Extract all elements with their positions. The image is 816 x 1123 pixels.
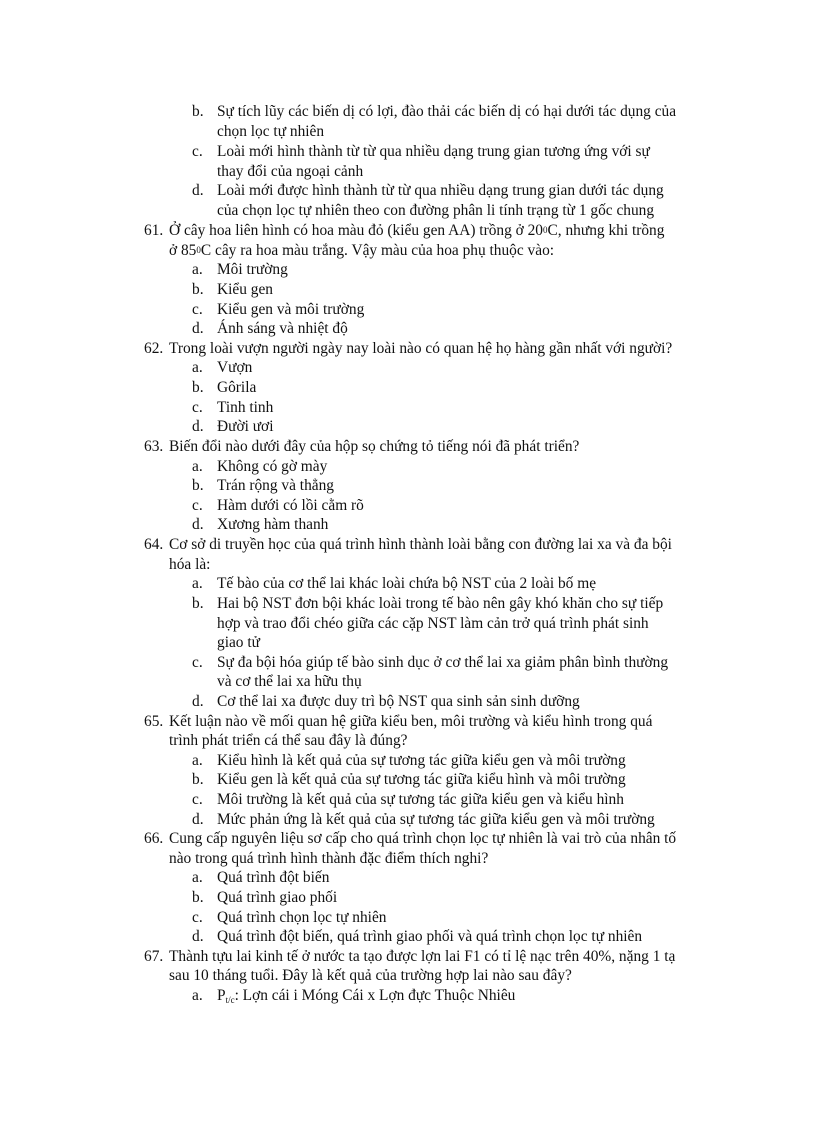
option-label: a. <box>192 359 203 376</box>
question-text: Cung cấp nguyên liệu sơ cấp cho quá trình chọn lọc tự nhiên là vai trò của nhân tố <box>169 830 677 847</box>
option-text: Ánh sáng và nhiệt độ <box>217 320 348 337</box>
option-label: c. <box>192 497 203 514</box>
option-label: d. <box>192 693 204 710</box>
option-label: b. <box>192 771 204 788</box>
option-text: Hai bộ NST đơn bội khác loài trong tế bào nên gây khó khăn cho sự tiếp <box>217 595 664 612</box>
option-label: d. <box>192 320 204 337</box>
option-text: $P_{t/c}$: Lợn cái i Móng Cái x Lợn đực Thuộc Nhiêu <box>217 987 516 1005</box>
option-text: Hàm dưới có lồi cằm rõ <box>217 497 364 514</box>
option-text: Loài mới hình thành từ từ qua nhiều dạng trung gian tương ứng với sự <box>217 143 650 160</box>
option-label: a. <box>192 575 203 592</box>
question-text: nào trong quá trình hình thành đặc điểm thích nghi? <box>169 850 489 867</box>
option-label: b. <box>192 595 204 612</box>
option-label: c. <box>192 143 203 160</box>
question-text: Kết luận nào về mối quan hệ giữa kiểu ben, môi trường và kiểu hình trong quá <box>169 713 653 730</box>
option-text: Cơ thể lai xa được duy trì bộ NST qua sinh sản sinh dưỡng <box>217 693 580 710</box>
option-text: Mức phản ứng là kết quả của sự tương tác giữa kiểu gen và môi trường <box>217 811 655 828</box>
question-number: 65. <box>144 713 164 730</box>
option-text: Xương hàm thanh <box>217 516 329 533</box>
option-text: Vượn <box>217 359 253 376</box>
option-text: Trán rộng và thẳng <box>217 477 334 494</box>
option-text: thay đổi của ngoại cảnh <box>217 163 364 180</box>
option-text: Quá trình chọn lọc tự nhiên <box>217 909 387 926</box>
option-text: Sự đa bội hóa giúp tế bào sinh dục ở cơ thể lai xa giảm phân bình thường <box>217 654 669 671</box>
option-text: Môi trường <box>217 261 288 278</box>
option-text: Loài mới được hình thành từ từ qua nhiều dạng trung gian dưới tác dụng <box>217 182 664 199</box>
option-label: c. <box>192 791 203 808</box>
option-text: và cơ thể lai xa hữu thụ <box>217 673 362 690</box>
option-text: Kiểu hình là kết quả của sự tương tác giữa kiểu gen và môi trường <box>217 752 626 769</box>
option-text: Môi trường là kết quả của sự tương tác giữa kiểu gen và kiểu hình <box>217 791 624 808</box>
question-number: 64. <box>144 536 164 553</box>
question-number: 67. <box>144 948 164 965</box>
option-label: c. <box>192 654 203 671</box>
option-label: d. <box>192 811 204 828</box>
question-number: 62. <box>144 340 164 357</box>
option-label: d. <box>192 516 204 533</box>
question-number: 61. <box>144 222 164 239</box>
option-label: a. <box>192 458 203 475</box>
question-text: hóa là: <box>169 556 211 573</box>
option-text: Quá trình đột biến, quá trình giao phối và quá trình chọn lọc tự nhiên <box>217 928 643 945</box>
option-text: Quá trình giao phối <box>217 889 338 906</box>
question-text: Ở cây hoa liên hình có hoa màu đỏ (kiểu gen AA) trồng ở $20^0C$, nhưng khi trồng <box>169 222 665 239</box>
question-number: 66. <box>144 830 164 847</box>
question-text: trình phát triển cá thể sau đây là đúng? <box>169 732 408 749</box>
option-label: c. <box>192 399 203 416</box>
question-number: 63. <box>144 438 164 455</box>
question-text: Thành tựu lai kinh tế ở nước ta tạo được lợn lai F1 có tỉ lệ nạc trên 40%, nặng 1 tạ <box>169 948 676 965</box>
option-label: b. <box>192 281 204 298</box>
option-label: a. <box>192 869 203 886</box>
question-text: sau 10 tháng tuổi. Đây là kết quả của trường hợp lai nào sau đây? <box>169 967 572 984</box>
option-label: b. <box>192 103 204 120</box>
option-label: c. <box>192 301 203 318</box>
option-text: hợp và trao đổi chéo giữa các cặp NST làm cản trở quá trình phát sinh <box>217 615 649 632</box>
option-text: Kiểu gen và môi trường <box>217 301 365 318</box>
option-text: Không có gờ mày <box>217 458 328 475</box>
option-label: a. <box>192 987 203 1004</box>
option-text: chọn lọc tự nhiên <box>217 123 325 140</box>
option-label: c. <box>192 909 203 926</box>
option-text: Kiểu gen <box>217 281 273 298</box>
option-label: a. <box>192 752 203 769</box>
option-text: Kiểu gen là kết quả của sự tương tác giữa kiểu hình và môi trường <box>217 771 626 788</box>
option-text: giao tử <box>217 634 260 651</box>
option-text: Tinh tinh <box>217 399 274 416</box>
option-label: b. <box>192 379 204 396</box>
option-text: Quá trình đột biến <box>217 869 330 886</box>
option-label: a. <box>192 261 203 278</box>
option-label: b. <box>192 477 204 494</box>
option-label: d. <box>192 928 204 945</box>
option-text: Đười ươi <box>217 418 274 435</box>
option-text: Sự tích lũy các biến dị có lợi, đào thải các biến dị có hại dưới tác dụng của <box>217 103 677 120</box>
option-text: Tế bào của cơ thể lai khác loài chứa bộ NST của 2 loài bố mẹ <box>217 575 597 592</box>
question-text: Cơ sở di truyền học của quá trình hình thành loài bằng con đường lai xa và đa bội <box>169 536 672 553</box>
option-label: d. <box>192 182 204 199</box>
option-label: d. <box>192 418 204 435</box>
option-text: Gôrila <box>217 379 257 396</box>
option-label: b. <box>192 889 204 906</box>
question-text: Biến đổi nào dưới đây của hộp sọ chứng tỏ tiếng nói đã phát triển? <box>169 438 580 455</box>
question-text: ở $85^0C$ cây ra hoa màu trắng. Vậy màu của hoa phụ thuộc vào: <box>169 242 555 259</box>
option-text: của chọn lọc tự nhiên theo con đường phân li tính trạng từ 1 gốc chung <box>217 202 655 219</box>
question-text: Trong loài vượn người ngày nay loài nào có quan hệ họ hàng gần nhất với người? <box>169 340 673 357</box>
